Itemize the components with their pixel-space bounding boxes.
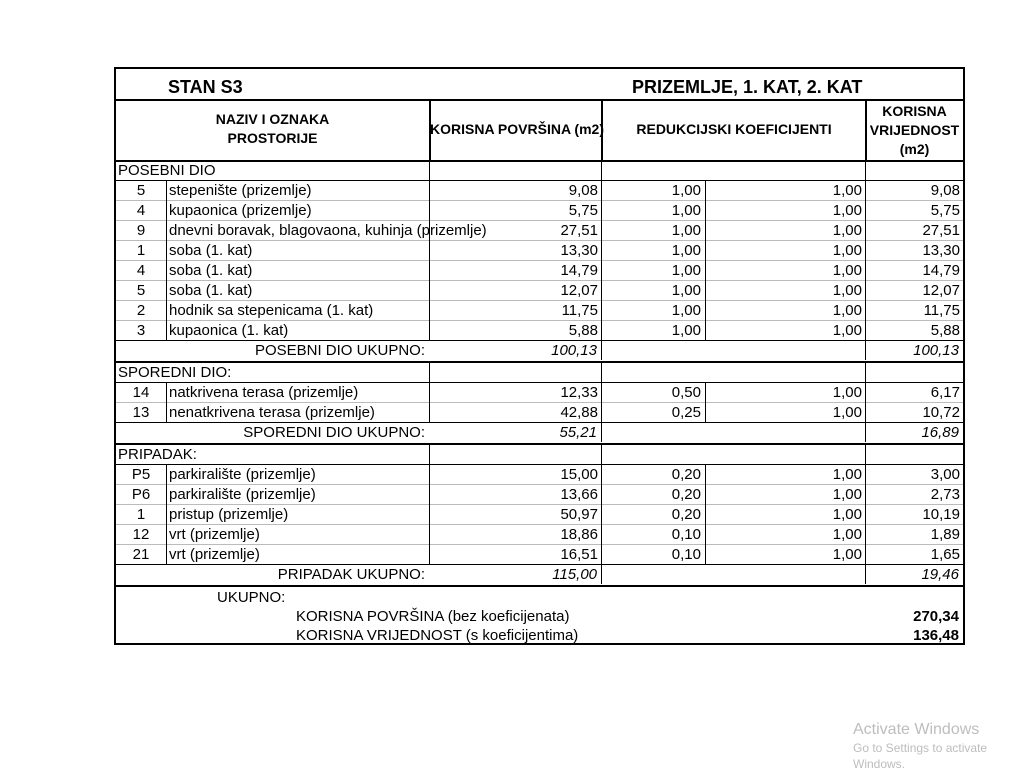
- row-coef-2: 1,00: [832, 546, 862, 563]
- row-number: P5: [131, 466, 151, 483]
- grand-area-label: KORISNA POVRŠINA (bez koeficijenata): [296, 608, 570, 625]
- row-coef-2: 1,00: [832, 526, 862, 543]
- row-coef-1: 0,20: [671, 486, 701, 503]
- row-coef-2: 1,00: [832, 282, 862, 299]
- row-room-name: kupaonica (1. kat): [169, 322, 289, 339]
- pripadak-total-value: 19,46: [921, 566, 959, 583]
- row-value: 10,19: [922, 506, 960, 523]
- area-table: [114, 67, 965, 645]
- row-coef-2: 1,00: [832, 262, 862, 279]
- grand-total-label: UKUPNO:: [217, 589, 286, 606]
- row-room-name: pristup (prizemlje): [169, 506, 289, 523]
- row-area: 13,30: [560, 242, 598, 259]
- row-number: 4: [136, 262, 146, 279]
- row-coef-1: 0,20: [671, 506, 701, 523]
- row-number: P6: [131, 486, 151, 503]
- header-value: KORISNA VRIJEDNOST (m2): [869, 103, 960, 157]
- row-room-name: soba (1. kat): [169, 282, 253, 299]
- row-coef-1: 0,20: [671, 466, 701, 483]
- row-coef-2: 1,00: [832, 182, 862, 199]
- pripadak-total-area: 115,00: [552, 566, 597, 583]
- row-value: 5,88: [930, 322, 960, 339]
- sporedni-total-label: SPOREDNI DIO UKUPNO:: [243, 424, 425, 441]
- row-coef-1: 0,10: [671, 526, 701, 543]
- row-coef-2: 1,00: [832, 242, 862, 259]
- row-number: 4: [136, 202, 146, 219]
- row-coef-1: 1,00: [671, 182, 701, 199]
- row-area: 12,33: [560, 384, 598, 401]
- row-coef-2: 1,00: [832, 486, 862, 503]
- header-coefficients: REDUKCIJSKI KOEFICIJENTI: [636, 121, 832, 137]
- row-coef-1: 1,00: [671, 262, 701, 279]
- row-value: 1,89: [930, 526, 960, 543]
- row-coef-2: 1,00: [832, 302, 862, 319]
- floors-title: PRIZEMLJE, 1. KAT, 2. KAT: [632, 77, 863, 97]
- posebni-total-value: 100,13: [913, 342, 959, 359]
- grand-value-label: KORISNA VRIJEDNOST (s koeficijentima): [296, 627, 579, 644]
- row-number: 14: [132, 384, 150, 401]
- row-room-name: soba (1. kat): [169, 262, 253, 279]
- row-number: 12: [132, 526, 150, 543]
- row-area: 15,00: [560, 466, 598, 483]
- row-number: 5: [136, 182, 146, 199]
- header-area: KORISNA POVRŠINA (m2): [430, 121, 604, 137]
- row-coef-2: 1,00: [832, 222, 862, 239]
- row-area: 11,75: [561, 302, 598, 319]
- row-coef-2: 1,00: [832, 202, 862, 219]
- row-area: 12,07: [560, 282, 598, 299]
- row-number: 13: [132, 404, 150, 421]
- row-number: 2: [136, 302, 146, 319]
- row-number: 3: [136, 322, 146, 339]
- posebni-section-label: POSEBNI DIO: [118, 162, 216, 179]
- row-room-name: parkiralište (prizemlje): [169, 486, 316, 503]
- row-coef-1: 1,00: [671, 242, 701, 259]
- row-coef-2: 1,00: [832, 506, 862, 523]
- row-room-name: dnevni boravak, blagovaona, kuhinja (prizemlje): [169, 222, 487, 239]
- row-value: 13,30: [922, 242, 960, 259]
- grand-value-value: 136,48: [913, 627, 959, 644]
- row-coef-1: 0,50: [671, 384, 701, 401]
- row-number: 1: [136, 506, 146, 523]
- row-coef-2: 1,00: [832, 322, 862, 339]
- row-room-name: parkiralište (prizemlje): [169, 466, 316, 483]
- row-area: 14,79: [560, 262, 598, 279]
- row-coef-1: 1,00: [671, 202, 701, 219]
- row-room-name: kupaonica (prizemlje): [169, 202, 312, 219]
- row-coef-1: 0,10: [671, 546, 701, 563]
- row-value: 9,08: [930, 182, 960, 199]
- activate-windows-watermark: Activate Windows Go to Settings to activate Windows.: [853, 721, 988, 771]
- row-room-name: nenatkrivena terasa (prizemlje): [169, 404, 375, 421]
- row-area: 5,75: [568, 202, 598, 219]
- posebni-total-area: 100,13: [551, 342, 597, 359]
- row-room-name: hodnik sa stepenicama (1. kat): [169, 302, 374, 319]
- apartment-title: STAN S3: [168, 77, 243, 97]
- row-value: 3,00: [930, 466, 960, 483]
- header-name: NAZIV I OZNAKA PROSTORIJE: [215, 111, 330, 146]
- pripadak-total-label: PRIPADAK UKUPNO:: [277, 566, 425, 583]
- row-room-name: stepenište (prizemlje): [169, 182, 312, 199]
- row-number: 5: [136, 282, 146, 299]
- row-room-name: soba (1. kat): [169, 242, 253, 259]
- row-value: 14,79: [922, 262, 960, 279]
- row-number: 9: [136, 222, 146, 239]
- row-coef-2: 1,00: [832, 384, 862, 401]
- row-coef-2: 1,00: [832, 466, 862, 483]
- row-coef-1: 1,00: [671, 322, 701, 339]
- row-area: 16,51: [560, 546, 598, 563]
- row-area: 13,66: [560, 486, 598, 503]
- row-value: 2,73: [930, 486, 960, 503]
- row-room-name: vrt (prizemlje): [169, 526, 260, 543]
- sporedni-total-value: 16,89: [921, 424, 959, 441]
- row-coef-2: 1,00: [832, 404, 862, 421]
- row-number: 21: [132, 546, 150, 563]
- row-coef-1: 1,00: [671, 302, 701, 319]
- row-area: 50,97: [560, 506, 598, 523]
- row-coef-1: 1,00: [671, 282, 701, 299]
- row-value: 11,75: [923, 302, 960, 319]
- sporedni-total-area: 55,21: [559, 424, 597, 441]
- row-value: 27,51: [922, 222, 960, 239]
- row-value: 1,65: [930, 546, 960, 563]
- row-area: 27,51: [560, 222, 598, 239]
- row-number: 1: [136, 242, 146, 259]
- row-value: 6,17: [930, 384, 960, 401]
- row-room-name: natkrivena terasa (prizemlje): [169, 384, 359, 401]
- row-value: 10,72: [922, 404, 960, 421]
- row-area: 9,08: [568, 182, 598, 199]
- row-value: 5,75: [930, 202, 960, 219]
- row-area: 42,88: [560, 404, 598, 421]
- grand-area-value: 270,34: [913, 608, 959, 625]
- row-value: 12,07: [922, 282, 960, 299]
- row-coef-1: 1,00: [671, 222, 701, 239]
- posebni-total-label: POSEBNI DIO UKUPNO:: [254, 342, 425, 359]
- row-area: 18,86: [560, 526, 598, 543]
- row-room-name: vrt (prizemlje): [169, 546, 260, 563]
- row-area: 5,88: [568, 322, 598, 339]
- row-coef-1: 0,25: [671, 404, 701, 421]
- pripadak-section-label: PRIPADAK:: [118, 446, 197, 463]
- sporedni-section-label: SPOREDNI DIO:: [118, 364, 232, 381]
